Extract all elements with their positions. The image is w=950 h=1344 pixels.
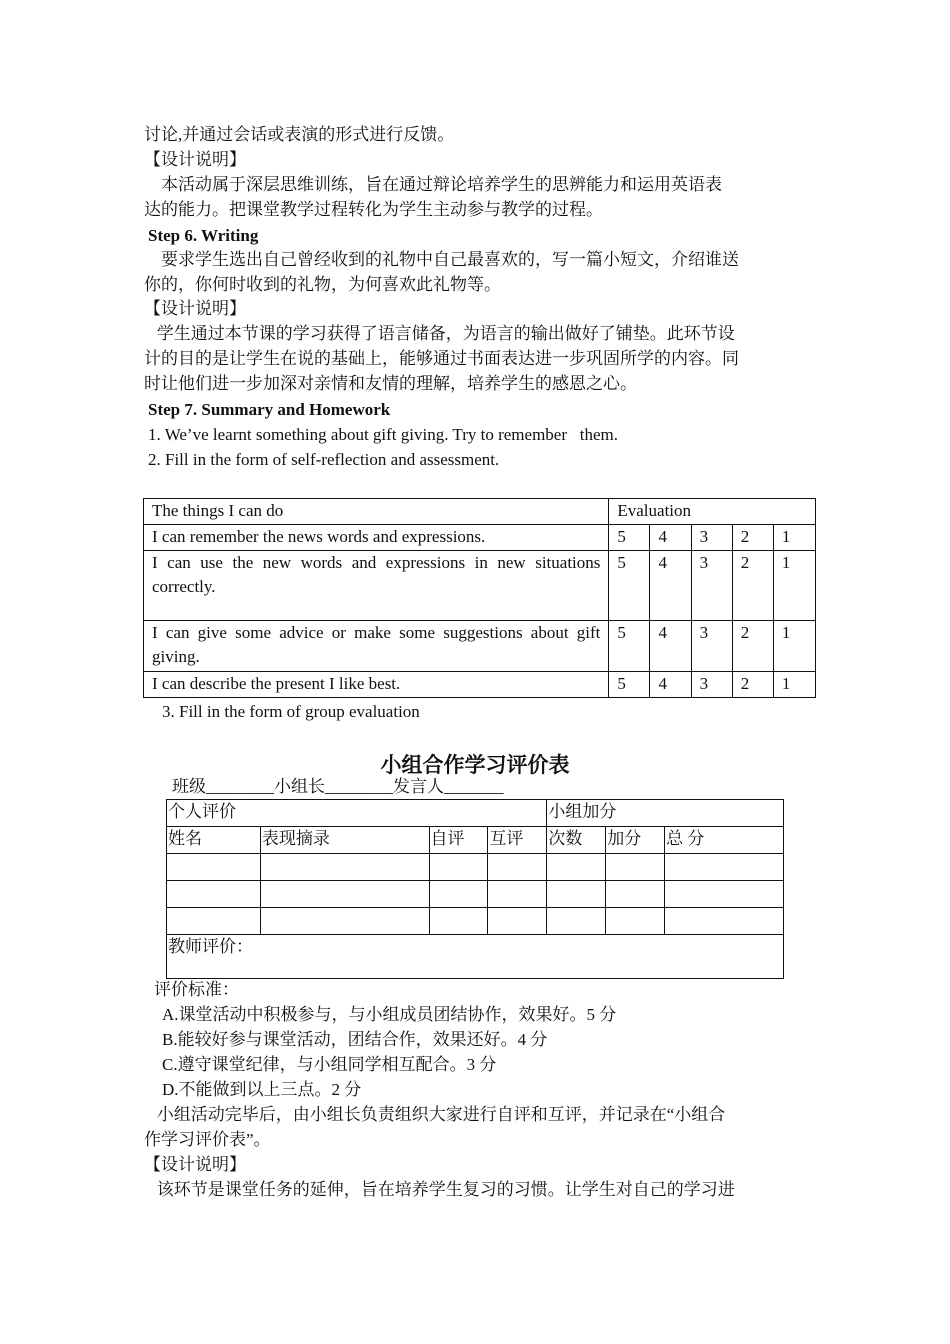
blank-cell <box>167 854 261 881</box>
table-cell: I can use the new words and expressions in new situations correctly. <box>144 551 609 621</box>
score-cell: 5 <box>609 551 650 621</box>
score-cell: 2 <box>732 551 773 621</box>
blank-cell <box>606 854 665 881</box>
table-cell: I can remember the news words and expressions. <box>144 525 609 551</box>
blank-cell <box>167 881 261 908</box>
score-cell: 2 <box>732 525 773 551</box>
blank-cell <box>488 908 547 935</box>
score-cell: 1 <box>773 525 815 551</box>
paragraph-line: 要求学生选出自己曾经收到的礼物中自己最喜欢的，写一篇小短文，介绍谁送 <box>144 250 739 269</box>
blank-cell <box>606 908 665 935</box>
score-cell: 2 <box>732 672 773 698</box>
section-group: 小组加分 <box>547 800 784 827</box>
step6-heading: Step 6. Writing <box>148 226 259 245</box>
homework-item-3: 3. Fill in the form of group evaluation <box>162 702 420 721</box>
section-personal: 个人评价 <box>167 800 547 827</box>
table-row <box>167 854 784 881</box>
score-cell: 3 <box>691 621 732 672</box>
blank-cell <box>665 854 784 881</box>
homework-item-1: 1. We’ve learnt something about gift giving. Try to remember them. <box>148 425 618 444</box>
self-assessment-table <box>143 498 816 698</box>
column-header: 互评 <box>488 827 547 854</box>
table-header-evaluation: Evaluation <box>609 499 816 525</box>
blank-cell <box>665 908 784 935</box>
paragraph-line: 你的，你何时收到的礼物，为何喜欢此礼物等。 <box>144 275 501 294</box>
blank-cell <box>488 854 547 881</box>
group-form-info-line: 班级________小组长________发言人_______ <box>172 777 504 796</box>
score-cell: 1 <box>773 621 815 672</box>
score-cell: 5 <box>609 672 650 698</box>
score-cell: 1 <box>773 672 815 698</box>
criteria-heading: 评价标准： <box>154 980 239 999</box>
score-cell: 3 <box>691 672 732 698</box>
step7-heading: Step 7. Summary and Homework <box>148 400 391 419</box>
column-header: 表现摘录 <box>260 827 429 854</box>
column-header: 自评 <box>429 827 488 854</box>
table-row <box>144 621 816 672</box>
table-cell: I can describe the present I like best. <box>144 672 609 698</box>
paragraph-line: 时让他们进一步加深对亲情和友情的理解，培养学生的感恩之心。 <box>144 374 637 393</box>
table-row <box>167 881 784 908</box>
score-cell: 4 <box>650 551 691 621</box>
score-cell: 5 <box>609 525 650 551</box>
paragraph-line: 讨论,并通过会话或表演的形式进行反馈。 <box>144 125 455 144</box>
paragraph-line: 达的能力。把课堂教学过程转化为学生主动参与教学的过程。 <box>144 200 603 219</box>
blank-cell <box>547 854 606 881</box>
table-row <box>144 525 816 551</box>
paragraph-line: 计的目的是让学生在说的基础上，能够通过书面表达进一步巩固所学的内容。同 <box>144 349 739 368</box>
blank-cell <box>547 908 606 935</box>
design-note-label: 【设计说明】 <box>144 1155 246 1174</box>
criteria-item: D.不能做到以上三点。2 分 <box>162 1080 362 1099</box>
paragraph-line: 小组活动完毕后，由小组长负责组织大家进行自评和互评，并记录在“小组合 <box>144 1105 726 1124</box>
column-header: 加分 <box>606 827 665 854</box>
score-cell: 4 <box>650 621 691 672</box>
score-cell: 4 <box>650 525 691 551</box>
table-row <box>144 672 816 698</box>
blank-cell <box>488 881 547 908</box>
blank-cell <box>665 881 784 908</box>
blank-cell <box>429 881 488 908</box>
blank-cell <box>260 854 429 881</box>
blank-cell <box>260 908 429 935</box>
design-note-label: 【设计说明】 <box>144 299 246 318</box>
paragraph-line: 作学习评价表”。 <box>144 1130 271 1149</box>
column-header: 姓名 <box>167 827 261 854</box>
blank-cell <box>260 881 429 908</box>
column-header: 总 分 <box>665 827 784 854</box>
score-cell: 5 <box>609 621 650 672</box>
table-row <box>167 908 784 935</box>
score-cell: 1 <box>773 551 815 621</box>
homework-item-2: 2. Fill in the form of self-reflection and assessment. <box>148 450 500 469</box>
paragraph-line: 学生通过本节课的学习获得了语言储备，为语言的输出做好了铺垫。此环节设 <box>144 324 735 343</box>
design-note-label: 【设计说明】 <box>144 150 246 169</box>
criteria-item: B.能较好参与课堂活动，团结合作，效果还好。4 分 <box>162 1030 548 1049</box>
score-cell: 3 <box>691 525 732 551</box>
score-cell: 4 <box>650 672 691 698</box>
criteria-item: A.课堂活动中积极参与，与小组成员团结协作，效果好。5 分 <box>162 1005 617 1024</box>
table-row <box>144 551 816 621</box>
blank-cell <box>606 881 665 908</box>
blank-cell <box>429 908 488 935</box>
table-cell: I can give some advice or make some suggestions about gift giving. <box>144 621 609 672</box>
blank-cell <box>429 854 488 881</box>
paragraph-line: 本活动属于深层思维训练，旨在通过辩论培养学生的思辨能力和运用英语表 <box>144 175 722 194</box>
score-cell: 3 <box>691 551 732 621</box>
score-cell: 2 <box>732 621 773 672</box>
column-header: 次数 <box>547 827 606 854</box>
blank-cell <box>167 908 261 935</box>
paragraph-line: 该环节是课堂任务的延伸，旨在培养学生复习的习惯。让学生对自己的学习进 <box>144 1180 735 1199</box>
group-form-title: 小组合作学习评价表 <box>380 753 570 777</box>
teacher-comment-cell: 教师评价： <box>167 935 784 979</box>
group-evaluation-table <box>166 799 784 979</box>
table-header-things: The things I can do <box>144 499 609 525</box>
blank-cell <box>547 881 606 908</box>
criteria-item: C.遵守课堂纪律，与小组同学相互配合。3 分 <box>162 1055 497 1074</box>
